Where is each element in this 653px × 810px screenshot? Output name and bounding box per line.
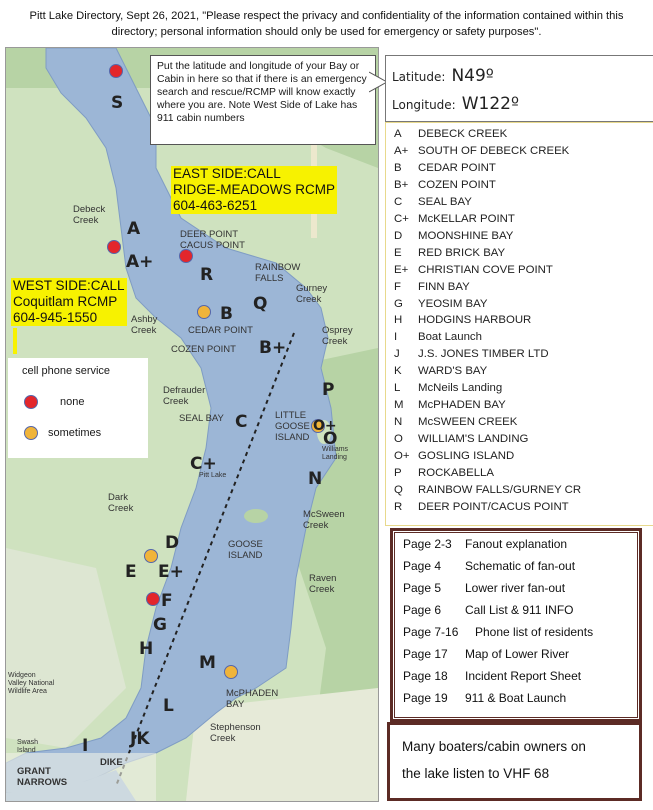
page-index-row (403, 537, 567, 551)
legend-name: MOONSHINE BAY (418, 229, 514, 242)
legend-name: DEER POINT/CACUS POINT (418, 500, 569, 513)
legend-row (394, 179, 496, 191)
legend-name: HODGINS HARBOUR (418, 314, 532, 327)
marker-I: I (82, 736, 89, 756)
legend-row (394, 281, 470, 293)
place-dike: DIKE (100, 757, 123, 768)
legend-code: A+ (394, 144, 409, 157)
legend-row (394, 128, 507, 140)
legend-code: B (394, 161, 402, 174)
legend-code: R (394, 500, 403, 513)
west-side-line-1: WEST SIDE:CALL (13, 278, 125, 293)
directory-header (0, 8, 653, 40)
vhf-line-1: Many boaters/cabin owners on (402, 739, 586, 754)
legend-row (394, 484, 581, 496)
no-service-marker (179, 249, 193, 263)
page-description: Call List & 911 INFO (465, 603, 574, 617)
place-pitt-lake: Pitt Lake (199, 472, 227, 479)
legend-name: CHRISTIAN COVE POINT (418, 263, 553, 276)
location-legend (385, 122, 653, 526)
page-index-row (403, 625, 593, 639)
place-mcphaden-bay: McPHADEN BAY (226, 688, 279, 710)
lat-long-instructions: Put the latitude and longitude of your Bay or Cabin in here so that if there is an emergency search and rescue/RCMP will know exactly where you are. Note West Side of Lake has 911 cabin numbers (150, 55, 376, 145)
pages-index (390, 528, 642, 722)
page-description: Lower river fan-out (465, 581, 566, 595)
legend-row (394, 348, 549, 360)
place-osprey-creek: Osprey Creek (322, 325, 353, 347)
page-description: 911 & Boat Launch (465, 691, 567, 705)
page-index-row (403, 559, 575, 573)
latitude-value[interactable]: N49º (451, 66, 494, 86)
legend-code: A (394, 128, 402, 140)
legend-code: J (394, 348, 400, 361)
marker-S: S (111, 93, 124, 113)
place-mcsween-creek: McSween Creek (303, 509, 345, 531)
place-defrauder-creek: Defrauder Creek (163, 385, 206, 407)
page-index-row (403, 603, 573, 617)
marker-D: D (165, 533, 180, 553)
legend-code: C (394, 195, 403, 208)
none-service-icon (24, 395, 38, 409)
header-line-2: directory; personal information should only be used for emergency or safety purposes". (111, 26, 542, 38)
no-service-marker (146, 592, 160, 606)
cell-service-legend (8, 358, 148, 458)
place-little-goose-island: LITTLE GOOSE ISLAND (275, 410, 310, 443)
longitude-row (392, 94, 519, 114)
legend-code: O+ (394, 450, 410, 463)
place-debeck-creek: Debeck Creek (73, 204, 106, 226)
east-side-line-2: RIDGE-MEADOWS RCMP (173, 182, 335, 197)
legend-name: RED BRICK BAY (418, 246, 506, 259)
legend-row (394, 382, 502, 394)
page-number: Page 18 (403, 669, 448, 683)
legend-row (394, 467, 494, 479)
vhf-line-2: the lake listen to VHF 68 (402, 766, 550, 781)
legend-name: DEBECK CREEK (418, 128, 508, 140)
legend-row (394, 331, 482, 343)
legend-row (394, 162, 496, 174)
legend-code: O (394, 433, 403, 446)
none-service-label: none (60, 396, 85, 408)
marker-O: O (323, 429, 338, 449)
legend-row (394, 264, 553, 276)
place-dark-creek: Dark Creek (108, 492, 134, 514)
marker-O-plus: O+ (313, 418, 337, 434)
longitude-label: Longitude: (392, 98, 456, 112)
place-stephenson-creek: Stephenson Creek (210, 722, 261, 744)
legend-row (394, 298, 487, 310)
legend-row (394, 145, 569, 157)
west-side-line-2: Coquitlam RCMP (13, 294, 118, 309)
legend-row (394, 230, 513, 242)
page-index-row (403, 581, 565, 595)
legend-row (394, 213, 515, 225)
legend-name: FINN BAY (418, 280, 470, 293)
legend-code: N (394, 416, 403, 429)
marker-C: C (235, 412, 248, 432)
place-cozen-point: COZEN POINT (171, 344, 236, 355)
marker-F: F (161, 591, 173, 611)
vhf-notice (387, 722, 642, 801)
legend-name: J.S. JONES TIMBER LTD (418, 348, 549, 361)
marker-H: H (139, 639, 154, 659)
legend-row (394, 314, 531, 326)
legend-code: C+ (394, 212, 409, 225)
sometimes-service-label: sometimes (48, 427, 102, 439)
legend-name: YEOSIM BAY (418, 297, 488, 310)
marker-E: E (125, 562, 137, 582)
page-description: Schematic of fan-out (465, 559, 576, 573)
page-number: Page 17 (403, 647, 448, 661)
page-number: Page 2-3 (403, 537, 452, 551)
cell-service-title: cell phone service (22, 365, 111, 377)
marker-G: G (153, 615, 167, 635)
place-widgeon-valley: Widgeon Valley National Wildlife Area (8, 672, 55, 695)
legend-row (394, 365, 487, 377)
place-cedar-point: CEDAR POINT (188, 325, 253, 336)
marker-P: P (322, 380, 335, 400)
sometimes-service-marker (197, 305, 211, 319)
legend-row (394, 501, 569, 513)
place-seal-bay: SEAL BAY (179, 413, 224, 424)
latitude-label: Latitude: (392, 70, 446, 84)
place-raven-creek: Raven Creek (309, 573, 337, 595)
marker-M: M (199, 653, 216, 673)
east-side-rcmp-callout (171, 166, 337, 214)
legend-name: McSWEEN CREEK (418, 416, 518, 429)
marker-N: N (308, 469, 323, 489)
page-number: Page 7-16 (403, 625, 459, 639)
page-index-row (403, 647, 569, 661)
place-williams-landing: Williams Landing (322, 446, 349, 461)
legend-row (394, 450, 514, 462)
legend-name: ROCKABELLA (418, 467, 494, 479)
east-side-line-1: EAST SIDE:CALL (173, 166, 281, 181)
west-side-rcmp-callout (11, 278, 127, 326)
legend-code: L (394, 382, 401, 395)
marker-A-plus: A+ (126, 252, 154, 272)
legend-name: WILLIAM'S LANDING (418, 433, 529, 446)
legend-code: F (394, 280, 401, 293)
place-grant-narrows: GRANT NARROWS (17, 766, 68, 788)
legend-name: SEAL BAY (418, 195, 472, 208)
place-goose-island: GOOSE ISLAND (228, 539, 263, 561)
marker-A: A (127, 219, 141, 239)
coordinates-box (385, 55, 653, 122)
marker-L: L (163, 696, 174, 716)
marker-C-plus: C+ (190, 454, 217, 474)
legend-row (394, 416, 517, 428)
legend-name: Boat Launch (418, 331, 482, 344)
legend-name: CEDAR POINT (418, 161, 496, 174)
marker-E-plus: E+ (158, 562, 184, 582)
legend-code: H (394, 314, 403, 327)
sometimes-service-icon (24, 426, 38, 440)
legend-row (394, 433, 528, 445)
highlight-bar (13, 328, 17, 354)
place-ashby-creek: Ashby Creek (131, 314, 158, 336)
page-description: Map of Lower River (465, 647, 570, 661)
legend-code: D (394, 229, 403, 242)
legend-code: E+ (394, 263, 409, 276)
marker-JK: JK (130, 729, 150, 749)
page-number: Page 4 (403, 559, 442, 573)
legend-name: McNeils Landing (418, 382, 503, 395)
legend-row (394, 399, 506, 411)
header-line-1: Pitt Lake Directory, Sept 26, 2021, "Please respect the privacy and confidentiality of the information contained within this (29, 10, 624, 22)
sometimes-service-marker (224, 665, 238, 679)
legend-code: Q (394, 483, 403, 496)
legend-name: McPHADEN BAY (418, 399, 506, 412)
legend-name: WARD'S BAY (418, 365, 488, 378)
legend-code: M (394, 399, 404, 412)
place-gurney-creek: Gurney Creek (296, 283, 328, 305)
no-service-marker (109, 64, 123, 78)
legend-row (394, 196, 472, 208)
legend-name: SOUTH OF DEBECK CREEK (418, 144, 570, 157)
page-description: Incident Report Sheet (465, 669, 582, 683)
marker-R: R (200, 265, 214, 285)
page-description: Fanout explanation (465, 537, 568, 551)
place-rainbow-falls: RAINBOW FALLS (255, 262, 301, 284)
legend-name: GOSLING ISLAND (418, 450, 515, 463)
legend-code: K (394, 365, 402, 378)
legend-name: COZEN POINT (418, 178, 496, 191)
west-side-phone: 604-945-1550 (13, 310, 98, 325)
place-deer-point: DEER POINT CACUS POINT (180, 229, 245, 251)
longitude-value[interactable]: W122º (461, 94, 520, 114)
latitude-row (392, 66, 494, 86)
marker-B: B (220, 304, 233, 324)
marker-Q: Q (253, 294, 268, 314)
legend-row (394, 247, 505, 259)
legend-code: P (394, 467, 402, 479)
page-number: Page 19 (403, 691, 448, 705)
page-number: Page 6 (403, 603, 442, 617)
place-swash-island: Swash Island (17, 739, 39, 754)
page-index-row (403, 691, 566, 705)
legend-code: E (394, 246, 402, 259)
legend-code: G (394, 297, 403, 310)
east-side-phone: 604-463-6251 (173, 198, 258, 213)
no-service-marker (107, 240, 121, 254)
legend-name: McKELLAR POINT (418, 212, 515, 225)
page-number: Page 5 (403, 581, 442, 595)
legend-code: B+ (394, 178, 409, 191)
page-index-row (403, 669, 581, 683)
legend-name: RAINBOW FALLS/GURNEY CR (418, 483, 582, 496)
marker-B-plus: B+ (259, 338, 287, 358)
sometimes-service-marker (144, 549, 158, 563)
page-description: Phone list of residents (475, 625, 594, 639)
legend-code: I (394, 331, 398, 344)
